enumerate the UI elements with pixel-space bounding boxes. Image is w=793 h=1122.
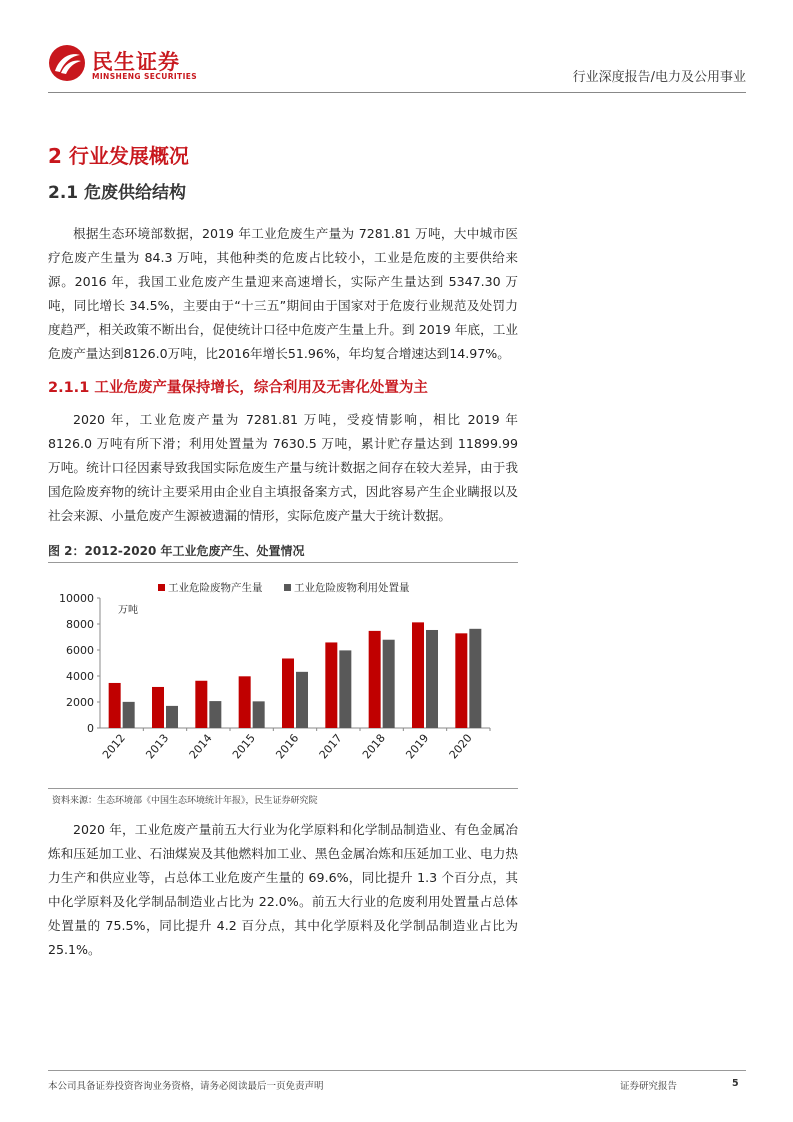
paragraph-1: 根据生态环境部数据，2019 年工业危废生产量为 7281.81 万吨，大中城市医疗危废产生量为 84.3 万吨，其他种类的危废占比较小，工业是危废的主要供给来源。2016 年，我国工业危废产生量迎来高速增长，实际产生量达到 5347.30 万吨，同比增长 34.5%，主要由于“十三五”期间由于国家对于危废行业规范及处罚力度趋严，相关政策不断出台，促使统计口径中危废产生量上升。到 2019 年底，工业危废产量达到8126.0万吨，比2016年增长51.96%，年均复合增速达到14.97%。 [48, 226, 518, 361]
bar-production [239, 676, 251, 728]
y-tick-label: 8000 [66, 618, 94, 631]
header-divider [48, 92, 746, 93]
bar-production [369, 631, 381, 728]
x-tick-label: 2018 [360, 731, 388, 762]
footer-divider [48, 1070, 746, 1071]
y-tick-label: 6000 [66, 644, 94, 657]
logo-text-en: MINSHENG SECURITIES [92, 72, 198, 81]
y-unit-label: 万吨 [118, 605, 138, 616]
x-tick-label: 2020 [446, 731, 475, 762]
legend-label-production: 工业危险废物产生量 [168, 582, 263, 594]
bar-production [152, 687, 164, 728]
logo-text-cn: 民生证券 [92, 50, 180, 74]
footer-report-type: 证券研究报告 [620, 1081, 678, 1092]
bar-disposal [166, 706, 178, 728]
bar-production [325, 642, 337, 728]
y-tick-label: 2000 [66, 696, 94, 709]
bar-disposal [253, 701, 265, 728]
x-tick-label: 2014 [186, 731, 215, 762]
legend-label-disposal: 工业危险废物利用处置量 [294, 582, 410, 594]
legend-swatch-disposal [284, 584, 291, 591]
x-tick-label: 2013 [143, 731, 172, 762]
section-heading: 2 行业发展概况 [48, 144, 189, 168]
figure-source: 资料来源：生态环境部《中国生态环境统计年报》，民生证券研究院 [52, 796, 318, 806]
legend-swatch-production [158, 584, 165, 591]
paragraph-2: 2020 年，工业危废产量为 7281.81 万吨，受疫情影响，相比 2019 年 8126.0 万吨有所下滑；利用处置量为 7630.5 万吨，累计贮存量达到 11899.99 万吨。统计口径因素导致我国实际危废生产量与统计数据之间存在较大差异，由于我国危险废弃物的统计主要采用由企业自主填报备案方式，因此容易产生企业瞒报以及社会来源、小量危废产生源被遗漏的情形，实际危废产量大于统计数据。 [48, 412, 518, 523]
paragraph-3: 2020 年，工业危废产量前五大行业为化学原料和化学制品制造业、有色金属冶炼和压延加工业、石油煤炭及其他燃料加工业、黑色金属冶炼和压延加工业、电力热力生产和供应业等，占总体工业危废产生量的 69.6%，同比提升 1.3 个百分点，其中化学原料及化学制品制造业占比为 22.0%。前五大行业的危废利用处置量占总体处置量的 75.5%，同比提升 4.2 百分点，其中化学原料及化学制品制造业占比为 25.1%。 [48, 822, 518, 957]
bar-production [109, 683, 121, 728]
x-tick-label: 2017 [316, 731, 345, 762]
bar-disposal [469, 629, 481, 728]
x-tick-label: 2016 [273, 731, 302, 762]
bar-disposal [209, 701, 221, 728]
figure-divider-top [48, 562, 518, 563]
bar-disposal [339, 650, 351, 728]
y-tick-label: 10000 [59, 592, 94, 605]
figure-title: 图 2：2012-2020 年工业危废产生、处置情况 [48, 544, 305, 558]
footer-disclaimer: 本公司具备证券投资咨询业务资格，请务必阅读最后一页免责声明 [48, 1081, 324, 1092]
bar-production [195, 681, 207, 728]
x-tick-label: 2015 [230, 731, 258, 762]
x-tick-label: 2012 [100, 731, 128, 762]
bar-disposal [123, 702, 135, 728]
hazardous-waste-bar-chart [48, 566, 518, 786]
y-tick-label: 4000 [66, 670, 94, 683]
subsection-heading: 2.1 危废供给结构 [48, 183, 187, 203]
subsubsection-heading: 2.1.1 工业危废产量保持增长，综合利用及无害化处置为主 [48, 380, 428, 396]
y-tick-label: 0 [87, 722, 94, 735]
report-category: 行业深度报告/电力及公用事业 [572, 70, 746, 85]
page-number: 5 [732, 1078, 739, 1089]
bar-production [412, 622, 424, 728]
figure-divider-bottom [48, 788, 518, 789]
bar-production [455, 633, 467, 728]
minsheng-logo-icon [48, 44, 86, 82]
x-tick-label: 2019 [403, 731, 432, 762]
bar-disposal [296, 672, 308, 728]
bar-disposal [426, 630, 438, 728]
bar-production [282, 658, 294, 728]
page-header [48, 40, 746, 92]
bar-disposal [383, 640, 395, 728]
